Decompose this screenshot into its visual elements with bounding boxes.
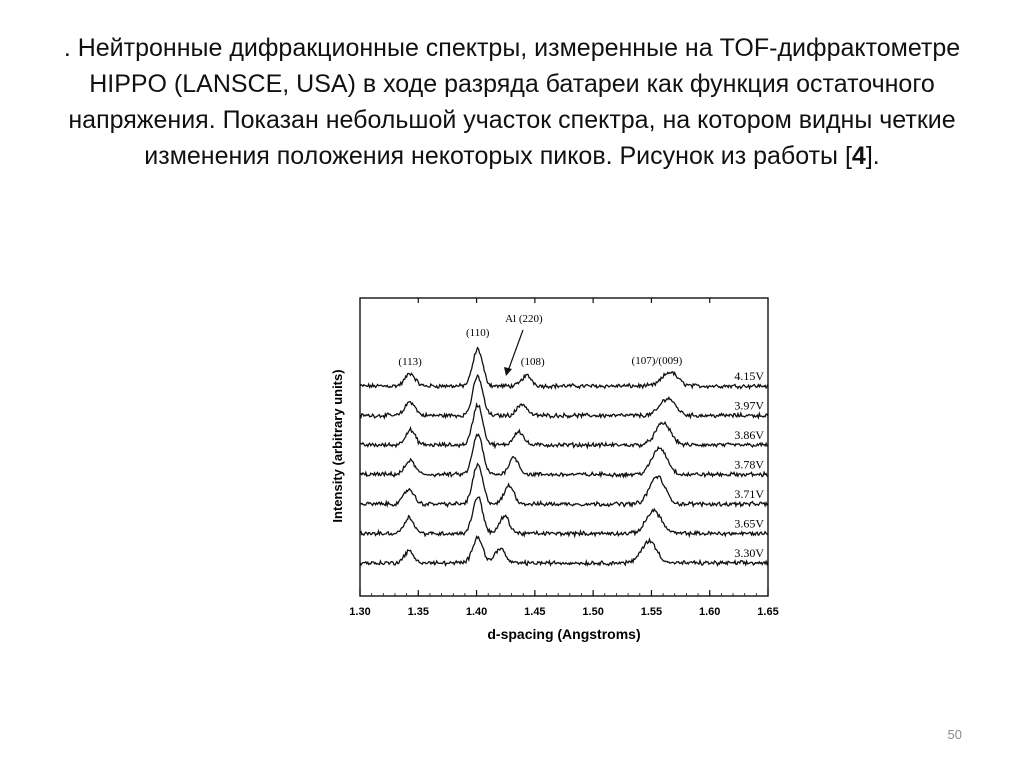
peak-label: (108) bbox=[520, 356, 545, 368]
spectrum-line bbox=[360, 434, 768, 476]
x-tick-label: 1.40 bbox=[465, 606, 488, 618]
spectra-group bbox=[360, 348, 768, 566]
voltage-labels bbox=[734, 369, 764, 560]
x-tick-label: 1.30 bbox=[349, 606, 371, 618]
diffraction-chart bbox=[320, 288, 790, 648]
x-tick-label: 1.55 bbox=[640, 606, 663, 618]
spectrum-line bbox=[360, 404, 768, 447]
voltage-label: 3.30V bbox=[734, 546, 764, 560]
x-axis-ticks bbox=[360, 298, 768, 596]
x-tick-label: 1.45 bbox=[524, 606, 546, 618]
caption-text: . Нейтронные дифракционные спектры, измеренные на TOF-дифрактометре HIPPO (LANSCE, USA) в ходе разряда батареи как функция остаточного напряжения. Показан небольшой участок спектра, на котором видны четкие изменения положения некоторых пиков. Рисунок из работы [ bbox=[63, 34, 961, 170]
spectrum-line bbox=[360, 464, 768, 507]
caption-end: ]. bbox=[865, 142, 880, 170]
al-peak-arrowhead bbox=[504, 367, 512, 376]
y-axis-title: Intensity (arbitrary units) bbox=[330, 369, 345, 523]
voltage-label: 4.15V bbox=[734, 369, 764, 383]
page-number: 50 bbox=[947, 727, 962, 742]
x-axis-tick-labels bbox=[349, 606, 778, 618]
x-tick-label: 1.35 bbox=[407, 606, 429, 618]
peak-label: (110) bbox=[466, 327, 490, 339]
voltage-label: 3.65V bbox=[734, 516, 764, 531]
peak-label: (107)/(009) bbox=[631, 355, 683, 367]
voltage-label: 3.86V bbox=[734, 428, 764, 442]
x-axis-title: d-spacing (Angstroms) bbox=[487, 626, 641, 642]
spectrum-line bbox=[360, 348, 768, 389]
voltage-label: 3.78V bbox=[734, 457, 764, 472]
slide-caption bbox=[40, 30, 984, 174]
voltage-label: 3.97V bbox=[734, 398, 764, 413]
voltage-label: 3.71V bbox=[734, 487, 764, 501]
x-tick-label: 1.65 bbox=[757, 606, 779, 618]
reference-number: 4 bbox=[851, 142, 866, 170]
diffraction-figure bbox=[320, 288, 790, 648]
peak-label: (113) bbox=[398, 356, 422, 368]
x-tick-label: 1.50 bbox=[582, 606, 604, 618]
plot-frame bbox=[360, 298, 768, 596]
peak-labels bbox=[398, 313, 682, 368]
peak-label: Al (220) bbox=[505, 313, 543, 325]
spectrum-line bbox=[360, 375, 768, 418]
spectrum-line bbox=[360, 537, 768, 566]
x-tick-label: 1.60 bbox=[699, 606, 721, 618]
